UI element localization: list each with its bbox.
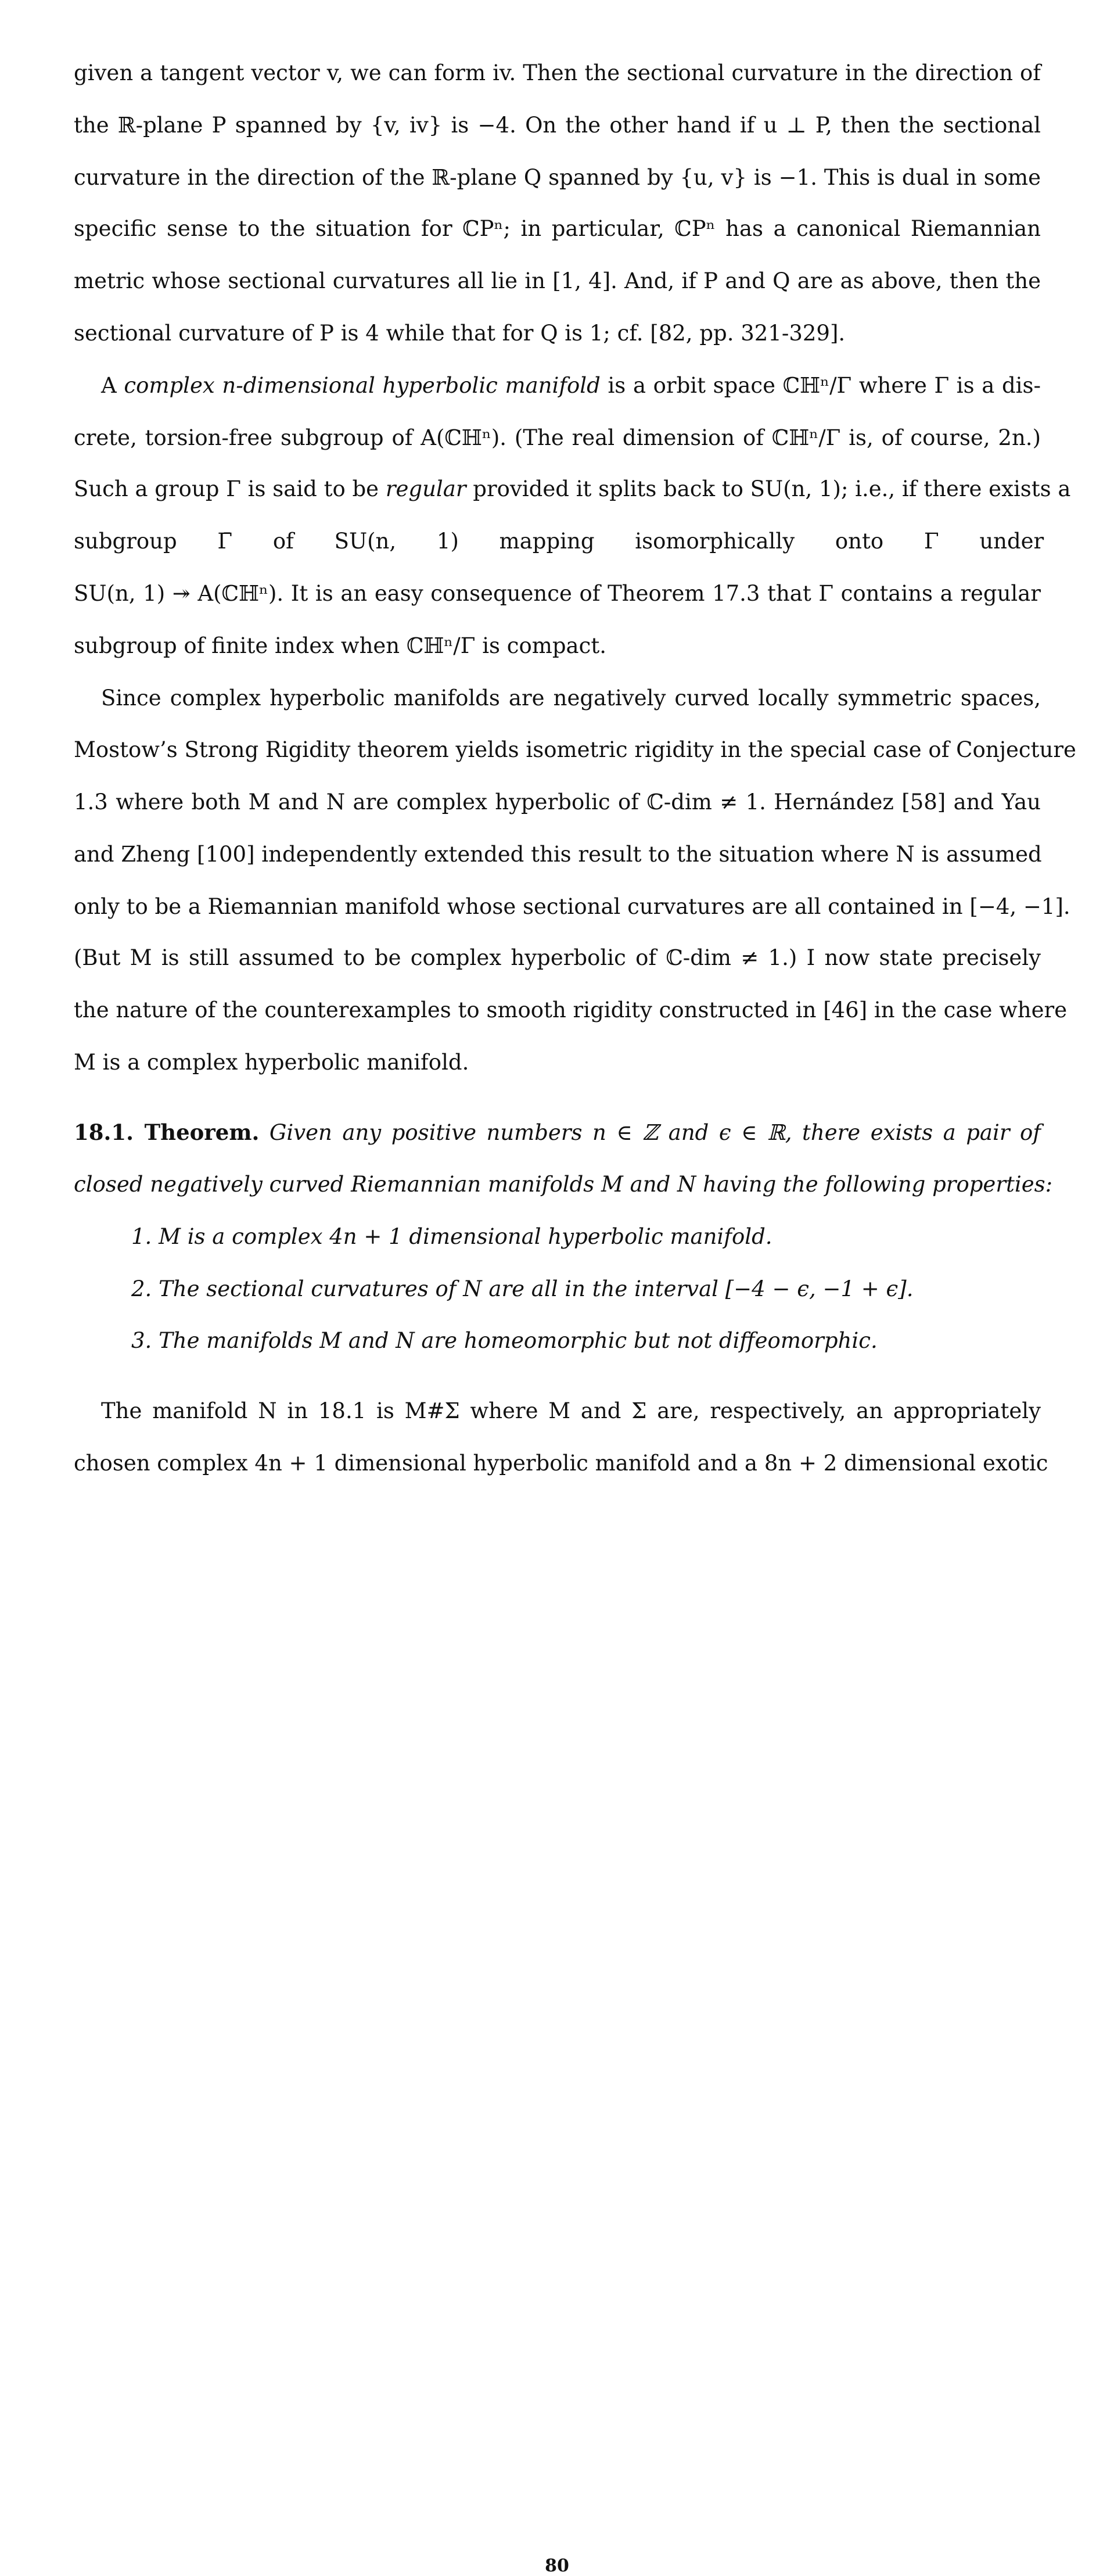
body-line: given a tangent vector v, we can form iv. Then the sectional curvature in the direction of	[74, 60, 1041, 85]
body-line: subgroup Γ̄ of SU(n, 1) mapping isomorphically onto Γ under	[74, 529, 1044, 554]
body-line: the nature of the counterexamples to smooth rigidity constructed in [46] in the case where	[74, 998, 1068, 1022]
body-line: chosen complex 4n + 1 dimensional hyperbolic manifold and a 8n + 2 dimensional exotic	[74, 1451, 1048, 1476]
text-run: A	[101, 373, 124, 398]
body-line: The manifold N in 18.1 is M#Σ where M and Σ are, respectively, an appropriately	[101, 1398, 1041, 1423]
body-line: Since complex hyperbolic manifolds are negatively curved locally symmetric spaces,	[101, 686, 1041, 711]
body-line: 1.3 where both M and N are complex hyperbolic of ℂ-dim ≠ 1. Hernández [58] and Yau	[74, 790, 1041, 815]
theorem-item: 3. The manifolds M and N are homeomorphic but not diffeomorphic.	[131, 1328, 878, 1353]
theorem-text: Given any positive numbers n ∈ ℤ and ϵ ∈ ℝ, there exists a pair of	[259, 1120, 1041, 1145]
body-line: metric whose sectional curvatures all lie in [1, 4]. And, if P and Q are as above, then the	[74, 268, 1041, 293]
body-line: specific sense to the situation for ℂPⁿ; in particular, ℂPⁿ has a canonical Riemannian	[74, 216, 1041, 241]
body-line: the ℝ-plane P spanned by {v, iv} is −4. On the other hand if u ⊥ P, then the sectional	[74, 113, 1041, 138]
theorem-statement	[74, 1118, 1041, 1147]
text-run: is a orbit space ℂℍⁿ/Γ where Γ is a dis-	[600, 373, 1041, 398]
body-line	[101, 371, 1041, 400]
body-line: curvature in the direction of the ℝ-plane Q spanned by {u, v} is −1. This is dual in some	[74, 165, 1041, 190]
body-line: Mostow’s Strong Rigidity theorem yields isometric rigidity in the special case of Conjecture	[74, 737, 1076, 762]
body-line: and Zheng [100] independently extended this result to the situation where N is assumed	[74, 842, 1042, 867]
defined-term: complex n-dimensional hyperbolic manifold	[124, 373, 601, 398]
body-line: SU(n, 1) ↠ A(ℂℍⁿ). It is an easy consequence of Theorem 17.3 that Γ contains a regular	[74, 581, 1041, 606]
defined-term: regular	[385, 476, 466, 501]
body-line: crete, torsion-free subgroup of A(ℂℍⁿ). (The real dimension of ℂℍⁿ/Γ is, of course, 2n.)	[74, 425, 1041, 450]
body-line: only to be a Riemannian manifold whose sectional curvatures are all contained in [−4, −1].	[74, 894, 1070, 919]
body-line: M is a complex hyperbolic manifold.	[74, 1050, 469, 1075]
body-line	[74, 475, 1071, 504]
body-line: sectional curvature of P is 4 while that for Q is 1; cf. [82, pp. 321-329].	[74, 321, 846, 346]
body-line: subgroup of finite index when ℂℍⁿ/Γ is compact.	[74, 633, 606, 658]
theorem-item: 1. M is a complex 4n + 1 dimensional hyperbolic manifold.	[131, 1224, 772, 1249]
theorem-text: closed negatively curved Riemannian manifolds M and N having the following properties:	[74, 1172, 1053, 1197]
text-run: Such a group Γ is said to be	[74, 476, 386, 501]
theorem-label: 18.1. Theorem.	[74, 1120, 260, 1145]
text-run: provided it splits back to SU(n, 1); i.e., if there exists a	[466, 476, 1071, 501]
body-line: (But M is still assumed to be complex hyperbolic of ℂ-dim ≠ 1.) I now state precisely	[74, 945, 1041, 970]
theorem-item: 2. The sectional curvatures of N are all in the interval [−4 − ϵ, −1 + ϵ].	[131, 1276, 914, 1301]
page-number: 80	[545, 2556, 569, 2576]
